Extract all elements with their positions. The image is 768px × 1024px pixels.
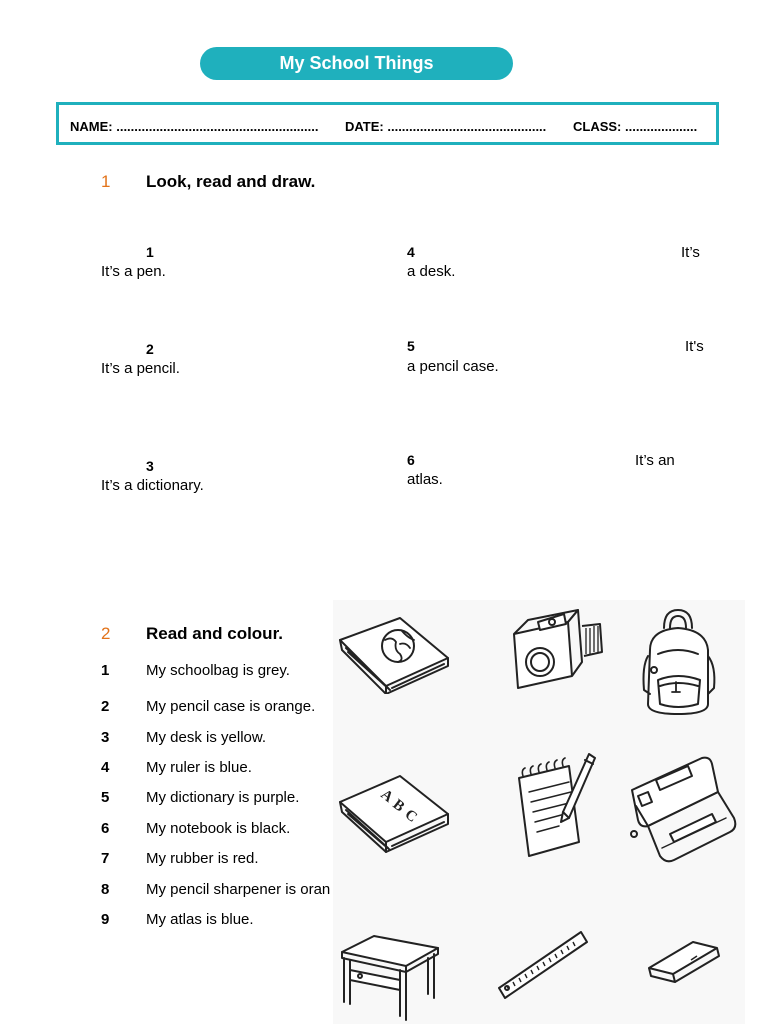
colour-item-2-number: 2 [101,698,110,715]
draw-item-5-text-b: a pencil case. [407,358,499,375]
draw-item-2-number: 2 [146,341,154,357]
colour-item-9-text: My atlas is blue. [146,911,254,928]
section-1-number: 1 [101,172,111,191]
rubber-icon [645,934,725,994]
draw-item-1-text: It’s a pen. [101,263,166,280]
colour-item-5-text: My dictionary is purple. [146,789,300,806]
colour-item-4-number: 4 [101,759,110,776]
pencil-sharpener-icon [508,604,608,694]
draw-item-5-text-a: It's [685,338,704,355]
draw-item-1-number: 1 [146,244,154,260]
draw-item-2-text: It’s a pencil. [101,360,180,377]
book-letter-a: A [377,786,396,806]
pencil-case-icon [626,752,741,874]
colour-item-3-number: 3 [101,729,110,746]
school-things-pictures [333,600,745,1024]
colour-item-8-text: My pencil sharpener is oran [146,881,331,898]
section-2-number: 2 [101,624,111,643]
dictionary-icon [338,772,453,854]
atlas-icon [338,614,453,694]
draw-item-6-number: 6 [407,452,415,468]
colour-item-7-text: My rubber is red. [146,850,259,867]
colour-item-5-number: 5 [101,789,110,806]
desk-icon [338,932,443,1024]
colour-item-9-number: 9 [101,911,110,928]
draw-item-4-number: 4 [407,244,415,260]
book-letter-c: C [401,806,420,826]
draw-item-6-text-b: atlas. [407,471,443,488]
colour-item-6-text: My notebook is black. [146,820,291,837]
draw-item-4-text-a: It’s [681,244,700,261]
colour-item-3-text: My desk is yellow. [146,729,267,746]
draw-item-3-number: 3 [146,458,154,474]
colour-item-6-number: 6 [101,820,110,837]
class-field: CLASS: .................... [573,119,698,134]
name-field: NAME: ........................................................ [70,119,319,134]
section-2-title: Read and colour. [146,624,283,643]
schoolbag-icon [636,606,721,718]
draw-item-6-text-a: It’s an [635,452,675,469]
colour-item-8-number: 8 [101,881,110,898]
colour-item-1-text: My schoolbag is grey. [146,662,290,679]
ruler-icon [495,926,590,1006]
section-1-title: Look, read and draw. [146,172,316,191]
colour-item-2-text: My pencil case is orange. [146,698,316,715]
worksheet-title: My School Things [200,47,513,80]
date-field: DATE: ............................................ [345,119,547,134]
colour-item-1-number: 1 [101,662,110,679]
colour-item-4-text: My ruler is blue. [146,759,252,776]
draw-item-4-text-b: a desk. [407,263,456,280]
student-info-box [56,102,719,145]
notebook-icon [515,750,600,862]
book-letter-b: B [389,796,408,816]
draw-item-3-text: It’s a dictionary. [101,477,204,494]
draw-item-5-number: 5 [407,338,415,354]
colour-item-7-number: 7 [101,850,110,867]
